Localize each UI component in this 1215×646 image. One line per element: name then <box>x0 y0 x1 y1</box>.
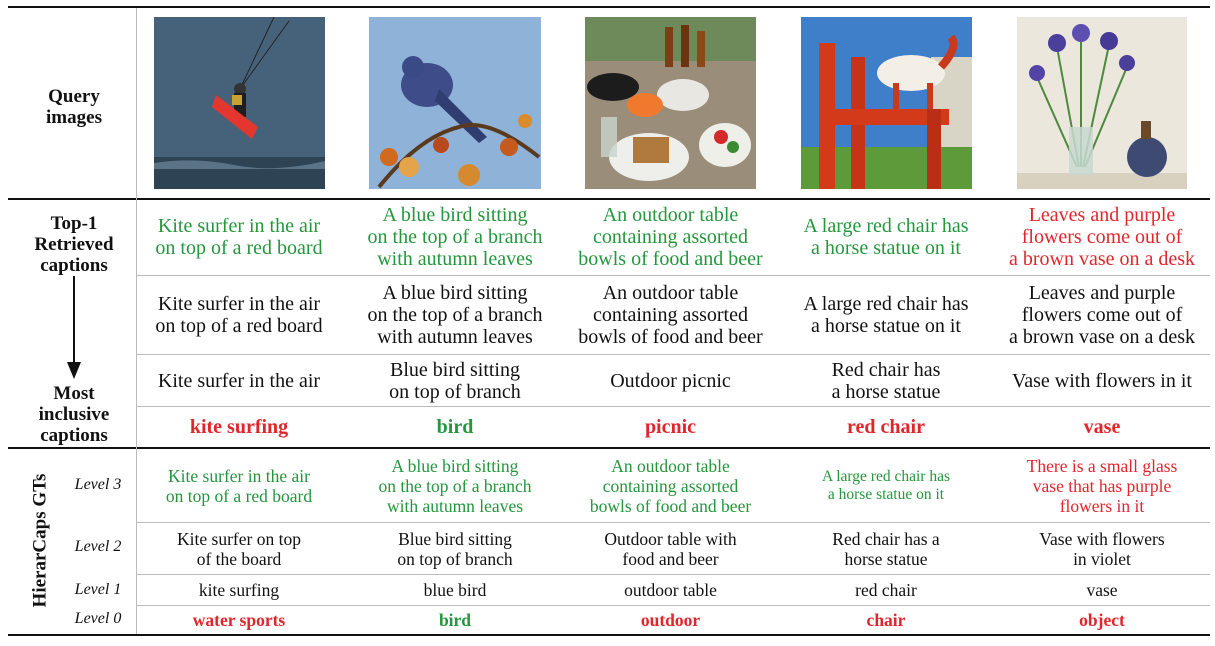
gt-level2-caption: Outdoor table with food and beer <box>604 528 737 569</box>
retrieved-caption: Leaves and purple flowers come out of a brown vase on a desk <box>1008 282 1196 348</box>
query-image-vase-flowers <box>1017 17 1187 189</box>
gt-level2-caption: Blue bird sitting on top of branch <box>397 528 513 569</box>
retrieved-caption: Blue bird sitting on top of branch <box>389 358 521 403</box>
gt-level0-caption: outdoor <box>640 610 701 630</box>
row-header-query: Query images <box>46 86 102 128</box>
gt-level3-caption: A large red chair has a horse statue on it <box>822 467 950 503</box>
gt-level0-caption: object <box>1079 610 1125 630</box>
gt-level2-caption: Vase with flowers in violet <box>1039 528 1165 569</box>
top1-caption: Kite surfer in the air on top of a red board <box>155 215 323 259</box>
query-image-picnic-table <box>585 17 756 189</box>
retrieved-caption: Outdoor picnic <box>610 369 731 392</box>
gt-level3-caption: An outdoor table containing assorted bowls of food and beer <box>589 455 752 516</box>
arrow-down-icon <box>64 276 84 380</box>
level-label: Level 3 <box>74 476 122 493</box>
bottom-rule <box>8 634 1210 636</box>
gt-level0-caption: water sports <box>192 610 286 630</box>
gt-level2-caption: Red chair has a horse statue <box>832 528 940 569</box>
top1-caption: Leaves and purple flowers come out of a brown vase on a desk <box>1008 204 1196 270</box>
top1-caption: An outdoor table containing assorted bowls of food and beer <box>578 204 763 270</box>
retrieved-caption: A blue bird sitting on the top of a branch with autumn leaves <box>367 282 543 348</box>
gt-level3-caption: Kite surfer in the air on top of a red board <box>165 465 313 506</box>
level-label: Level 0 <box>74 610 122 627</box>
retrieved-caption: An outdoor table containing assorted bowls of food and beer <box>578 282 763 348</box>
most-inclusive-caption: red chair <box>847 416 925 438</box>
gt-level1-caption: red chair <box>855 580 917 600</box>
gt-level0-caption: bird <box>438 610 472 630</box>
gt-level1-caption: kite surfing <box>198 580 280 600</box>
gt-level1-caption: blue bird <box>423 580 487 600</box>
query-image-kite-surfer <box>154 17 325 189</box>
row-header-most: Most inclusive captions <box>38 383 110 446</box>
level-label: Level 2 <box>74 538 122 555</box>
gt-level3-caption: A blue bird sitting on the top of a branch with autumn leaves <box>378 455 532 516</box>
row-header-gts: HierarCaps GTs <box>29 473 51 608</box>
top-rule <box>8 6 1210 8</box>
most-inclusive-caption: picnic <box>644 416 697 438</box>
retrieved-caption: A large red chair has a horse statue on it <box>803 293 969 337</box>
gt-level1-caption: outdoor table <box>624 580 717 600</box>
most-inclusive-caption: bird <box>436 416 474 438</box>
gt-level2-caption: Kite surfer on top of the board <box>177 528 301 569</box>
retrieved-caption: Vase with flowers in it <box>1012 369 1192 392</box>
most-inclusive-caption: vase <box>1083 416 1121 438</box>
retrieved-caption: Kite surfer in the air <box>157 369 321 392</box>
level-label: Level 1 <box>74 581 122 598</box>
gt-level3-caption: There is a small glass vase that has purple flowers in it <box>1026 455 1178 516</box>
gt-level1-caption: vase <box>1086 580 1118 600</box>
retrieved-caption: Kite surfer in the air on top of a red board <box>155 293 323 337</box>
most-inclusive-caption: kite surfing <box>189 416 289 438</box>
top1-caption: A blue bird sitting on the top of a branch with autumn leaves <box>367 204 543 270</box>
row-header-top1: Top-1 Retrieved captions <box>34 213 114 276</box>
gt-level0-caption: chair <box>866 610 906 630</box>
retrieved-caption: Red chair has a horse statue <box>831 358 941 403</box>
top1-caption: A large red chair has a horse statue on it <box>803 215 969 259</box>
query-image-blue-bird <box>369 17 541 189</box>
query-image-red-chair <box>801 17 972 189</box>
